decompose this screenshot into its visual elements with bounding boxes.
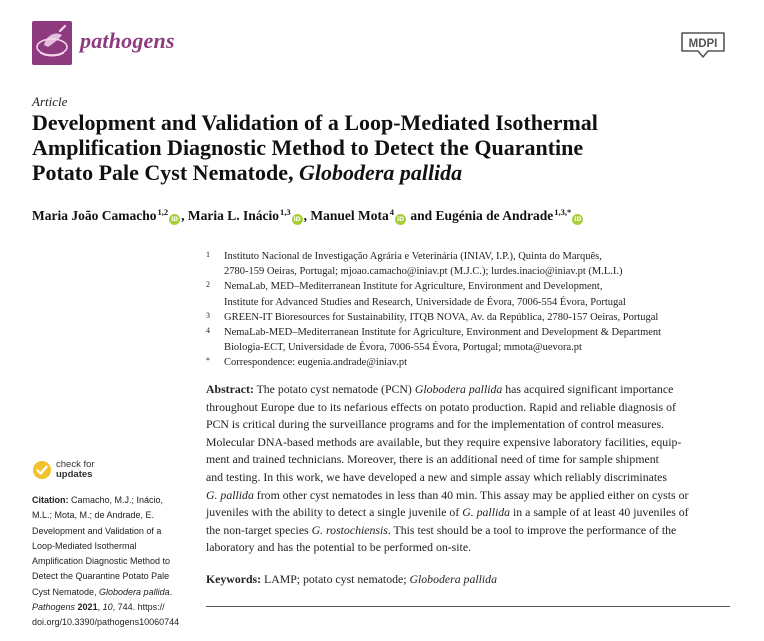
title-line: Amplification Diagnostic Method to Detect the Quarantine — [32, 135, 584, 160]
page-title — [32, 110, 732, 185]
orcid-icon[interactable]: iD — [171, 216, 179, 223]
author-name[interactable]: Manuel Mota — [310, 208, 389, 223]
correspondence: * Correspondence: eugenia.andrade@iniav.pt — [206, 355, 746, 370]
affiliations — [206, 249, 746, 371]
divider — [206, 606, 730, 607]
author-list: Maria João Camacho$^{1,2}$iD , Maria L. Inácio$^{1,3}$iD , Manuel Mota$^4$iD and Eugénia de Andrade$^{1,3,*}$iD — [32, 207, 582, 223]
correspondence-email[interactable]: Correspondence: eugenia.andrade@iniav.pt — [224, 357, 408, 369]
title-line: Potato Pale Cyst Nematode, Globodera pallida — [32, 160, 463, 185]
author-name[interactable]: Maria L. Inácio — [187, 208, 279, 223]
affiliation-item: 3 GREEN-IT Bioresources for Sustainability, ITQB NOVA, Av. da República, 2780-157 Oeiras, Portugal — [206, 310, 659, 323]
affiliation-item: 2 NemaLab, MED–Mediterranean Institute for Agriculture, Environment and Development, Institute for Advanced Studies and Research, Universidade de Évora, 7006-554 Évora, Portugal — [206, 280, 626, 308]
author-name[interactable]: Maria João Camacho — [32, 208, 157, 223]
affiliation-item: 4 NemaLab-MED–Mediterranean Institute for Agriculture, Environment and Development & Department Biologia-ECT, Universidade de Évora, 7006-554 Évora, Portugal; mmota@uevora.pt — [206, 326, 662, 354]
title-line: Development and Validation of a Loop-Mediated Isothermal — [32, 110, 598, 135]
check-for-updates-button[interactable]: check for updates — [32, 458, 152, 486]
publisher-name: MDPI — [688, 38, 718, 50]
orcid-icon[interactable]: iD — [293, 216, 301, 223]
petri-dish-icon — [32, 21, 72, 65]
affiliation-item: 1 Instituto Nacional de Investigação Agrária e Veterinária (INIAV, I.P.), Quinta do Marquês, 2780-159 Oeiras, Portugal; mjoao.camacho@iniav.pt (M.J.C.); lurdes.inacio@iniav.pt (M.L.I.) — [206, 250, 623, 278]
keywords-label: Keywords: — [206, 572, 262, 586]
check-updates-icon — [32, 460, 52, 480]
keywords: Keywords: LAMP; potato cyst nematode; Globodera pallida — [206, 572, 497, 586]
orcid-icon[interactable]: iD — [396, 216, 404, 223]
article-type: Article — [32, 94, 68, 109]
citation-block: Citation: Camacho, M.J.; Inácio, M.L.; Mota, M.; de Andrade, E. Development and Validation of a Loop-Mediated Isothermal Amplification Diagnostic Method to Detect the Quarantine Potato Pale Cyst Nematode, Globodera pallida. Pathogens 2021, 10, 744. https:// doi.org/10.3390/pathogens10060744 — [32, 493, 182, 631]
orcid-icon[interactable]: iD — [574, 216, 582, 223]
journal-name[interactable]: pathogens — [80, 28, 175, 53]
abstract: Abstract: The potato cyst nematode (PCN) Globodera pallida has acquired significant importance throughout Europe due to its nefarious effects on potato production. Rapid and reliable diagnosis of PCN is critical during the surveillance programs and for the implementation of control measures. Molecular DNA-based methods are available, but they require expensive laboratory facilities, equip- ment and trained technicians. Moreover, there is an additional need of time for sample shipment and testing. In this work, we have developed a new and simple assay which reliably discriminates G. pallida from other cyst nematodes in less than 40 min. This assay may be applied either on cysts or juveniles with the ability to detect a single juvenile of G. pallida in a sample of at least 40 juveniles of the non-target species G. rostochiensis. This test should be a tool to improve the performance of the laboratory and has the potential to be performed on-site. — [206, 382, 689, 555]
author-name[interactable]: Eugénia de Andrade — [435, 208, 554, 223]
journal-logo — [32, 21, 72, 65]
doi-link[interactable]: doi.org/10.3390/pathogens10060744 — [32, 617, 180, 628]
mdpi-logo[interactable] — [678, 29, 728, 59]
abstract-label: Abstract: — [206, 382, 254, 396]
